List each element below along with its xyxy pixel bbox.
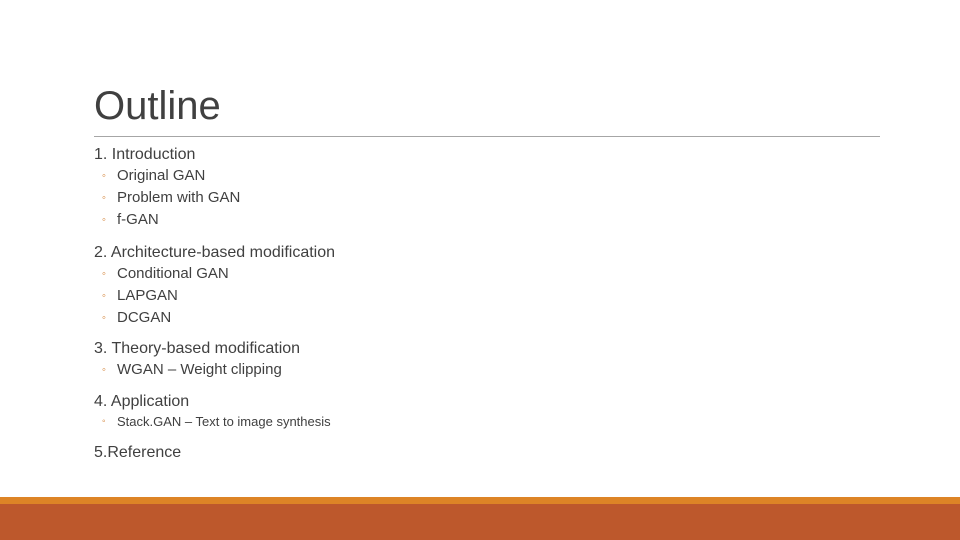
bullet-icon: ◦ — [102, 364, 106, 376]
footer-accent-bar — [0, 497, 960, 504]
list-item — [94, 263, 874, 285]
section-items — [94, 359, 874, 381]
section-heading: 1. Introduction — [94, 146, 196, 163]
list-item-label: WGAN – Weight clipping — [117, 361, 282, 378]
section-heading: 5.Reference — [94, 444, 182, 461]
section-items — [94, 412, 874, 432]
section-heading: 3. Theory-based modification — [94, 340, 301, 357]
bullet-icon: ◦ — [102, 290, 106, 302]
outline-section-application — [94, 392, 874, 432]
list-item — [94, 209, 874, 231]
outline-section-theory — [94, 339, 874, 381]
list-item — [94, 187, 874, 209]
bullet-icon: ◦ — [102, 312, 106, 324]
list-item-label: DCGAN — [117, 309, 172, 326]
list-item-label: LAPGAN — [117, 287, 178, 304]
section-items — [94, 263, 874, 329]
bullet-icon: ◦ — [102, 214, 106, 226]
section-items — [94, 165, 874, 231]
list-item-label: Stack.GAN – Text to image synthesis — [117, 414, 331, 429]
section-heading: 4. Application — [94, 393, 190, 410]
list-item-label: f-GAN — [117, 211, 159, 228]
list-item — [94, 307, 874, 329]
list-item-label: Conditional GAN — [117, 265, 229, 282]
list-item — [94, 285, 874, 307]
list-item — [94, 412, 874, 432]
list-item-label: Original GAN — [117, 167, 206, 184]
list-item — [94, 165, 874, 187]
list-item-label: Problem with GAN — [117, 189, 241, 206]
bullet-icon: ◦ — [102, 416, 106, 427]
outline-section-introduction — [94, 145, 874, 231]
list-item — [94, 359, 874, 381]
outline-section-reference — [94, 443, 874, 463]
bullet-icon: ◦ — [102, 170, 106, 182]
footer-bar — [0, 504, 960, 540]
outline-content — [94, 0, 874, 540]
bullet-icon: ◦ — [102, 192, 106, 204]
outline-section-architecture — [94, 243, 874, 329]
slide-title: Outline — [94, 84, 221, 128]
section-heading: 2. Architecture-based modification — [94, 244, 336, 261]
bullet-icon: ◦ — [102, 268, 106, 280]
